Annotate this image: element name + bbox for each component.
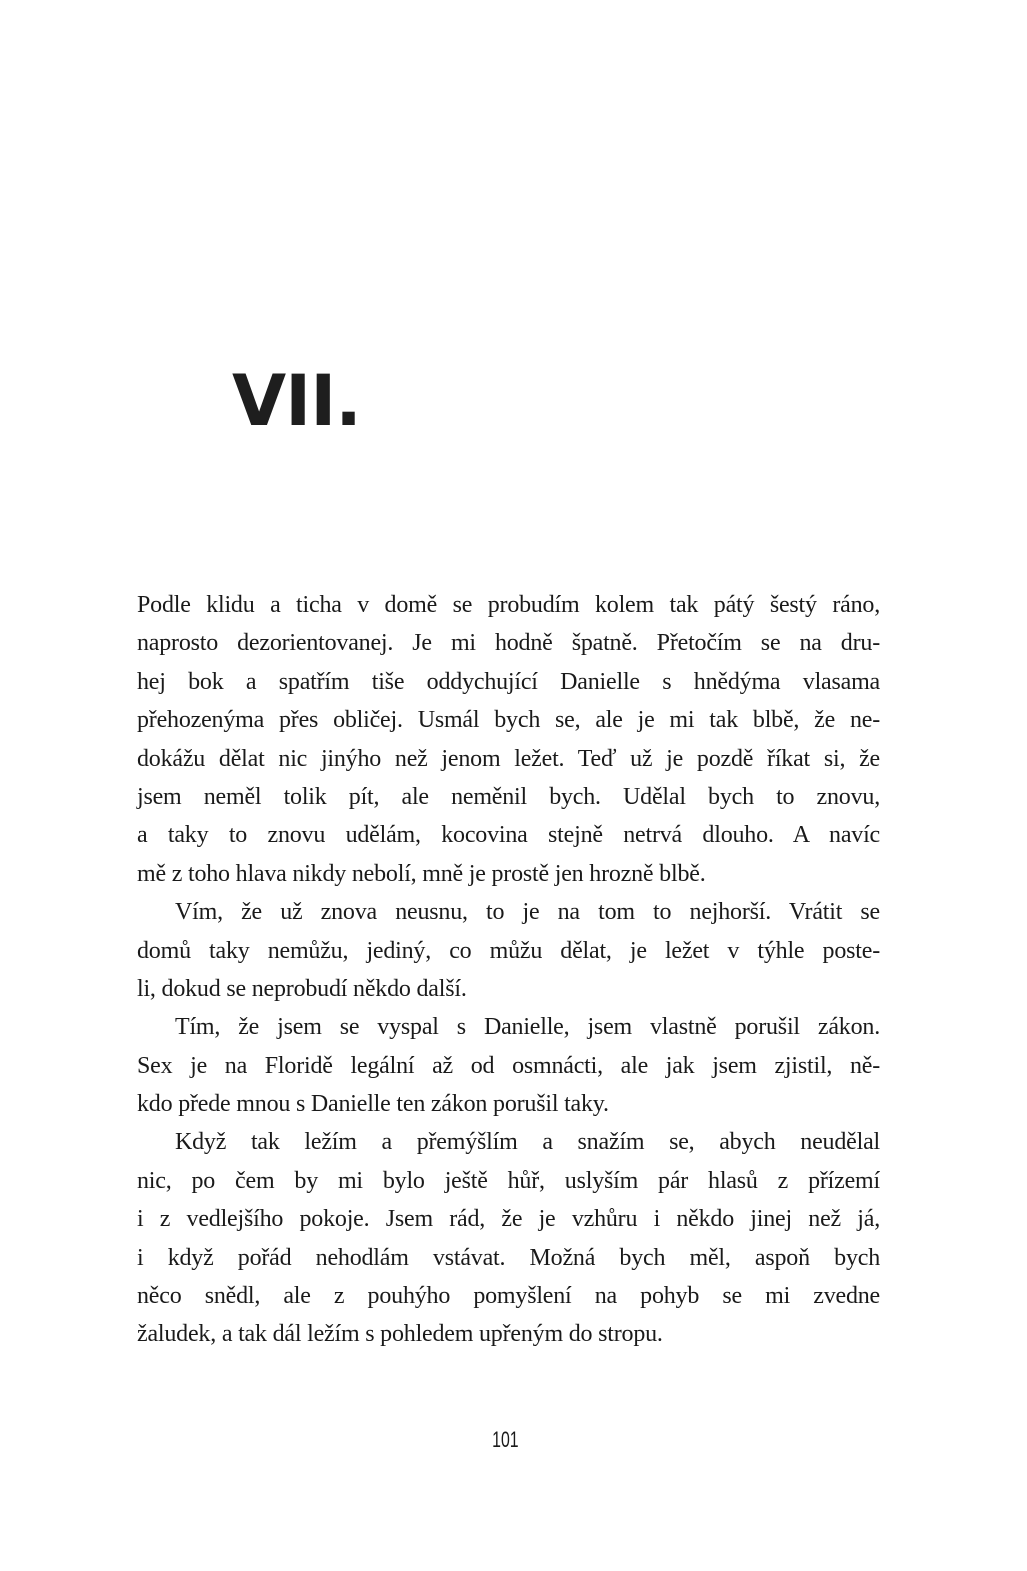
text-line: Vím, že už znova neusnu, to je na tom to nejhorší. Vrátit se	[175, 899, 880, 926]
paragraph	[137, 1008, 880, 1123]
text-line: a taky to znovu udělám, kocovina stejně netrvá dlouho. A navíc	[137, 822, 880, 849]
chapter-body	[137, 586, 880, 1354]
chapter-heading: VII.	[232, 360, 361, 442]
text-line: něco snědl, ale z pouhýho pomyšlení na pohyb se mi zvedne	[137, 1283, 880, 1310]
paragraph	[137, 893, 880, 1008]
text-line: kdo přede mnou s Danielle ten zákon porušil taky.	[137, 1091, 609, 1118]
text-line: mě z toho hlava nikdy nebolí, mně je prostě jen hrozně blbě.	[137, 860, 706, 887]
text-line: nic, po čem by mi bylo ještě hůř, uslyším pár hlasů z přízemí	[137, 1167, 880, 1194]
text-line: jsem neměl tolik pít, ale neměnil bych. Udělal bych to znovu,	[137, 783, 880, 810]
text-line: žaludek, a tak dál ležím s pohledem upřeným do stropu.	[137, 1321, 663, 1348]
text-line: přehozenýma přes obličej. Usmál bych se, ale je mi tak blbě, že ne-	[137, 707, 880, 734]
paragraph	[137, 1123, 880, 1353]
text-line: i z vedlejšího pokoje. Jsem rád, že je vzhůru i někdo jinej než já,	[137, 1206, 880, 1233]
text-line: dokážu dělat nic jinýho než jenom ležet. Teď už je pozdě říkat si, že	[137, 745, 880, 772]
text-line: Sex je na Floridě legální až od osmnácti, ale jak jsem zjistil, ně-	[137, 1052, 880, 1079]
text-line: Tím, že jsem se vyspal s Danielle, jsem vlastně porušil zákon.	[175, 1014, 880, 1041]
text-line: hej bok a spatřím tiše oddychující Danielle s hnědýma vlasama	[137, 668, 880, 695]
text-line: Když tak ležím a přemýšlím a snažím se, abych neudělal	[175, 1129, 880, 1156]
page-number	[0, 1426, 1010, 1454]
page-number-text: 101	[491, 1427, 519, 1452]
text-line: domů taky nemůžu, jediný, co můžu dělat, je ležet v týhle poste-	[137, 937, 880, 964]
text-line: li, dokud se neprobudí někdo další.	[137, 975, 467, 1002]
text-line: i když pořád nehodlám vstávat. Možná bych měl, aspoň bych	[137, 1244, 880, 1271]
text-line: Podle klidu a ticha v domě se probudím kolem tak pátý šestý ráno,	[137, 592, 880, 618]
paragraph	[137, 586, 880, 893]
text-line: naprosto dezorientovanej. Je mi hodně špatně. Přetočím se na dru-	[137, 630, 880, 657]
